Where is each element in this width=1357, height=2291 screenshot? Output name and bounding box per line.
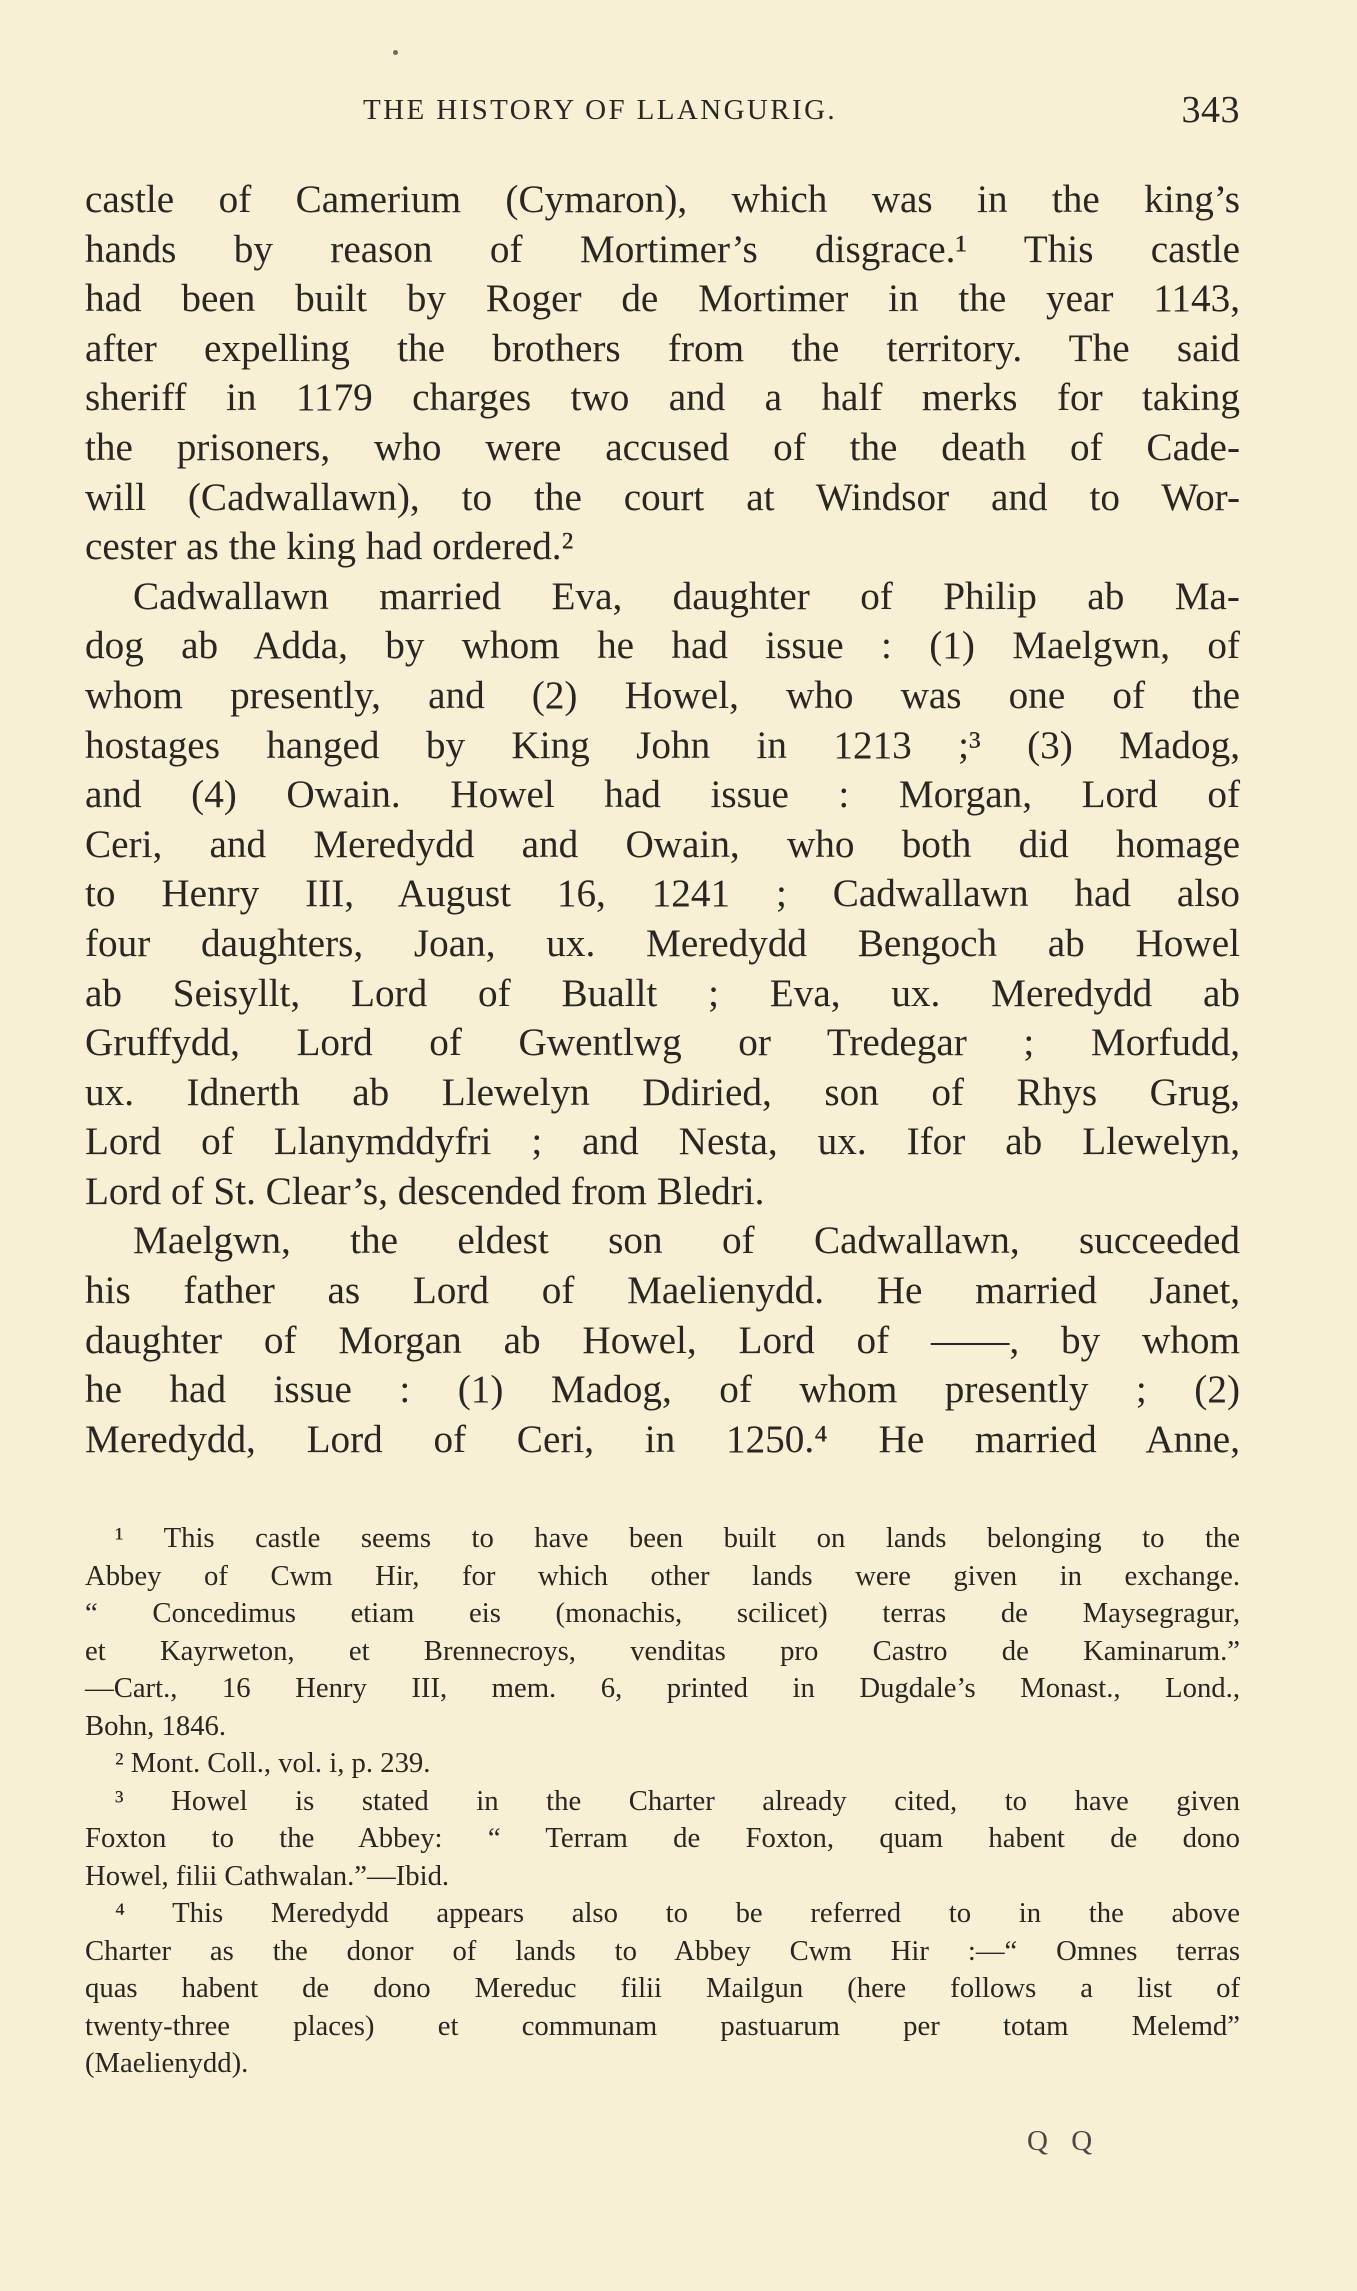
body-line: Meredydd, Lord of Ceri, in 1250.⁴ He married Anne, — [85, 1417, 1240, 1461]
body-line: the prisoners, who were accused of the death of Cade- — [85, 425, 1240, 469]
body-line: Cadwallawn married Eva, daughter of Philip ab Ma- — [133, 574, 1240, 618]
body-line: sheriff in 1179 charges two and a half merks for taking — [85, 376, 1240, 420]
footnote-line: quas habent de dono Mereduc filii Mailgun (here follows a list of — [85, 1972, 1240, 2004]
body-line: hands by reason of Mortimer’s disgrace.¹ This castle — [85, 227, 1240, 271]
body-line: to Henry III, August 16, 1241 ; Cadwallawn had also — [85, 872, 1240, 916]
body-line: his father as Lord of Maelienydd. He married Janet, — [85, 1269, 1240, 1313]
body-line: and (4) Owain. Howel had issue : Morgan, Lord of — [85, 773, 1240, 817]
footnote-line: et Kayrweton, et Brennecroys, venditas pro Castro de Kaminarum.” — [85, 1634, 1240, 1667]
footnote-line: (Maelienydd). — [85, 2047, 249, 2079]
footnote-line: ² Mont. Coll., vol. i, p. 239. — [115, 1747, 431, 1779]
footnote-line: ¹ This castle seems to have been built on lands belonging to the — [115, 1522, 1240, 1554]
footnote-line: Bohn, 1846. — [85, 1709, 227, 1742]
body-line: cester as the king had ordered.² — [85, 525, 574, 569]
footnote-line: twenty-three places) et communam pastuarum per totam Melemd” — [85, 2009, 1240, 2042]
footnote-line: —Cart., 16 Henry III, mem. 6, printed in Dugdale’s Monast., Lond., — [85, 1672, 1240, 1704]
ink-speck — [393, 50, 398, 55]
body-line: Lord of Llanymddyfri ; and Nesta, ux. Ifor ab Llewelyn, — [85, 1120, 1240, 1164]
body-line: Maelgwn, the eldest son of Cadwallawn, succeeded — [133, 1219, 1240, 1263]
body-line: Gruffydd, Lord of Gwentlwg or Tredegar ; Morfudd, — [85, 1021, 1240, 1065]
footnote-line: Charter as the donor of lands to Abbey Cwm Hir :—“ Omnes terras — [85, 1934, 1240, 1967]
page-header — [85, 88, 1240, 138]
footnote-line: Howel, filii Cathwalan.”—Ibid. — [85, 1859, 450, 1892]
body-line: dog ab Adda, by whom he had issue : (1) Maelgwn, of — [85, 624, 1240, 668]
footnote-line: “ Concedimus etiam eis (monachis, scilicet) terras de Maysegragur, — [85, 1597, 1240, 1629]
body-line: hostages hanged by King John in 1213 ;³ (3) Madog, — [85, 723, 1240, 767]
body-line: he had issue : (1) Madog, of whom presently ; (2) — [85, 1368, 1240, 1412]
body-text — [85, 175, 1240, 1464]
footnote-line: ³ Howel is stated in the Charter already cited, to have given — [115, 1784, 1240, 1817]
footnote-line: Foxton to the Abbey: “ Terram de Foxton, quam habent de dono — [85, 1822, 1240, 1854]
footnote-line: Abbey of Cwm Hir, for which other lands were given in exchange. — [85, 1559, 1240, 1592]
body-line: will (Cadwallawn), to the court at Windsor and to Wor- — [85, 475, 1240, 519]
body-line: daughter of Morgan ab Howel, Lord of ——, by whom — [85, 1318, 1240, 1362]
body-line: whom presently, and (2) Howel, who was one of the — [85, 673, 1240, 717]
body-line: Lord of St. Clear’s, descended from Bledri. — [85, 1169, 765, 1213]
signature-mark: Q Q — [1027, 2125, 1101, 2157]
body-line: castle of Camerium (Cymaron), which was in the king’s — [85, 178, 1240, 221]
footnotes — [85, 1520, 1240, 2083]
body-line: Ceri, and Meredydd and Owain, who both did homage — [85, 822, 1240, 866]
body-line: ux. Idnerth ab Llewelyn Ddiried, son of Rhys Grug, — [85, 1070, 1240, 1114]
body-line: had been built by Roger de Mortimer in the year 1143, — [85, 277, 1240, 321]
footnote-line: ⁴ This Meredydd appears also to be referred to in the above — [115, 1897, 1240, 1929]
body-line: ab Seisyllt, Lord of Buallt ; Eva, ux. Meredydd ab — [85, 971, 1240, 1015]
running-head: THE HISTORY OF LLANGURIG. — [363, 94, 838, 126]
body-line: after expelling the brothers from the territory. The said — [85, 326, 1240, 370]
body-line: four daughters, Joan, ux. Meredydd Bengoch ab Howel — [85, 921, 1240, 965]
page-number: 343 — [1181, 89, 1240, 131]
